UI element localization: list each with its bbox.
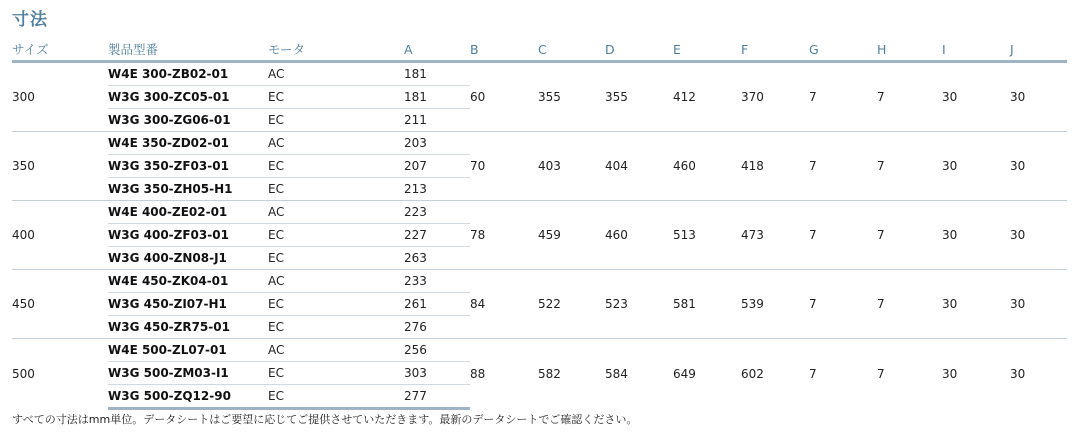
motor-cell: AC <box>268 339 404 362</box>
table-row <box>12 132 1067 155</box>
model-cell: W3G 300-ZC05-01 <box>108 86 268 109</box>
dim-d-cell: 460 <box>605 201 673 270</box>
section-title: 寸法 <box>12 10 48 30</box>
motor-cell: EC <box>268 155 404 178</box>
dim-a-cell: 213 <box>404 178 470 201</box>
size-cell: 300 <box>12 62 108 132</box>
dim-a-cell: 276 <box>404 316 470 339</box>
dim-g-cell: 7 <box>809 201 877 270</box>
motor-cell: EC <box>268 247 404 270</box>
table-row <box>12 339 1067 362</box>
dim-c-cell: 355 <box>538 62 605 132</box>
dim-a-cell: 181 <box>404 86 470 109</box>
model-cell: W3G 400-ZF03-01 <box>108 224 268 247</box>
dim-h-cell: 7 <box>877 62 942 132</box>
model-cell: W3G 300-ZG06-01 <box>108 109 268 132</box>
dim-f-cell: 473 <box>741 201 809 270</box>
dim-f-cell: 370 <box>741 62 809 132</box>
dim-c-cell: 403 <box>538 132 605 201</box>
dim-i-cell: 30 <box>942 62 1010 132</box>
col-header-d: D <box>605 38 673 62</box>
dim-j-cell: 30 <box>1010 62 1067 132</box>
dim-a-cell: 277 <box>404 385 470 409</box>
motor-cell: EC <box>268 86 404 109</box>
size-cell: 400 <box>12 201 108 270</box>
dim-b-cell: 88 <box>470 339 538 409</box>
model-cell: W3G 500-ZQ12-90 <box>108 385 268 409</box>
dim-f-cell: 418 <box>741 132 809 201</box>
dim-i-cell: 30 <box>942 339 1010 409</box>
dim-a-cell: 233 <box>404 270 470 293</box>
dim-c-cell: 522 <box>538 270 605 339</box>
dim-j-cell: 30 <box>1010 339 1067 409</box>
model-cell: W4E 400-ZE02-01 <box>108 201 268 224</box>
dimensions-table <box>12 38 1067 410</box>
motor-cell: EC <box>268 385 404 409</box>
model-cell: W4E 300-ZB02-01 <box>108 62 268 86</box>
dim-i-cell: 30 <box>942 270 1010 339</box>
model-cell: W4E 450-ZK04-01 <box>108 270 268 293</box>
dim-c-cell: 459 <box>538 201 605 270</box>
dim-e-cell: 460 <box>673 132 741 201</box>
table-row <box>12 270 1067 293</box>
model-cell: W4E 350-ZD02-01 <box>108 132 268 155</box>
model-cell: W3G 400-ZN08-J1 <box>108 247 268 270</box>
size-cell: 350 <box>12 132 108 201</box>
dim-b-cell: 60 <box>470 62 538 132</box>
dim-a-cell: 211 <box>404 109 470 132</box>
dim-c-cell: 582 <box>538 339 605 409</box>
dim-a-cell: 263 <box>404 247 470 270</box>
dim-d-cell: 584 <box>605 339 673 409</box>
motor-cell: AC <box>268 201 404 224</box>
size-cell: 500 <box>12 339 108 409</box>
table-row <box>12 201 1067 224</box>
dim-g-cell: 7 <box>809 339 877 409</box>
dim-d-cell: 355 <box>605 62 673 132</box>
dim-i-cell: 30 <box>942 132 1010 201</box>
motor-cell: EC <box>268 293 404 316</box>
dim-g-cell: 7 <box>809 62 877 132</box>
dim-h-cell: 7 <box>877 270 942 339</box>
col-header-f: F <box>741 38 809 62</box>
col-header-g: G <box>809 38 877 62</box>
model-cell: W3G 450-ZR75-01 <box>108 316 268 339</box>
col-header-motor: モータ <box>268 38 404 62</box>
dim-b-cell: 78 <box>470 201 538 270</box>
dim-e-cell: 649 <box>673 339 741 409</box>
dim-a-cell: 203 <box>404 132 470 155</box>
model-cell: W3G 450-ZI07-H1 <box>108 293 268 316</box>
dim-a-cell: 303 <box>404 362 470 385</box>
dim-a-cell: 227 <box>404 224 470 247</box>
dim-d-cell: 523 <box>605 270 673 339</box>
size-cell: 450 <box>12 270 108 339</box>
header-row <box>12 38 1067 62</box>
dim-b-cell: 70 <box>470 132 538 201</box>
dim-b-cell: 84 <box>470 270 538 339</box>
dim-e-cell: 513 <box>673 201 741 270</box>
motor-cell: EC <box>268 362 404 385</box>
motor-cell: EC <box>268 109 404 132</box>
dim-g-cell: 7 <box>809 270 877 339</box>
model-cell: W3G 350-ZH05-H1 <box>108 178 268 201</box>
motor-cell: AC <box>268 270 404 293</box>
motor-cell: EC <box>268 316 404 339</box>
dim-d-cell: 404 <box>605 132 673 201</box>
dim-f-cell: 539 <box>741 270 809 339</box>
dim-j-cell: 30 <box>1010 201 1067 270</box>
dim-a-cell: 207 <box>404 155 470 178</box>
dim-e-cell: 581 <box>673 270 741 339</box>
dim-a-cell: 181 <box>404 62 470 86</box>
model-cell: W3G 350-ZF03-01 <box>108 155 268 178</box>
dim-e-cell: 412 <box>673 62 741 132</box>
col-header-i: I <box>942 38 1010 62</box>
motor-cell: EC <box>268 178 404 201</box>
table-row <box>12 62 1067 86</box>
motor-cell: AC <box>268 132 404 155</box>
dim-h-cell: 7 <box>877 201 942 270</box>
dim-h-cell: 7 <box>877 132 942 201</box>
dim-h-cell: 7 <box>877 339 942 409</box>
model-cell: W4E 500-ZL07-01 <box>108 339 268 362</box>
dim-a-cell: 256 <box>404 339 470 362</box>
col-header-a: A <box>404 38 470 62</box>
motor-cell: AC <box>268 62 404 86</box>
dim-j-cell: 30 <box>1010 270 1067 339</box>
dim-a-cell: 223 <box>404 201 470 224</box>
col-header-e: E <box>673 38 741 62</box>
motor-cell: EC <box>268 224 404 247</box>
col-header-j: J <box>1010 38 1067 62</box>
col-header-c: C <box>538 38 605 62</box>
col-header-model: 製品型番 <box>108 38 268 62</box>
dim-j-cell: 30 <box>1010 132 1067 201</box>
dim-g-cell: 7 <box>809 132 877 201</box>
dim-a-cell: 261 <box>404 293 470 316</box>
col-header-h: H <box>877 38 942 62</box>
footnote: すべての寸法はmm単位。データシートはご要望に応じてご提供させていただきます。最新のデータシートでご確認ください。 <box>12 413 638 426</box>
dim-f-cell: 602 <box>741 339 809 409</box>
dim-i-cell: 30 <box>942 201 1010 270</box>
col-header-size: サイズ <box>12 38 108 62</box>
col-header-b: B <box>470 38 538 62</box>
model-cell: W3G 500-ZM03-I1 <box>108 362 268 385</box>
table-body <box>12 62 1067 409</box>
